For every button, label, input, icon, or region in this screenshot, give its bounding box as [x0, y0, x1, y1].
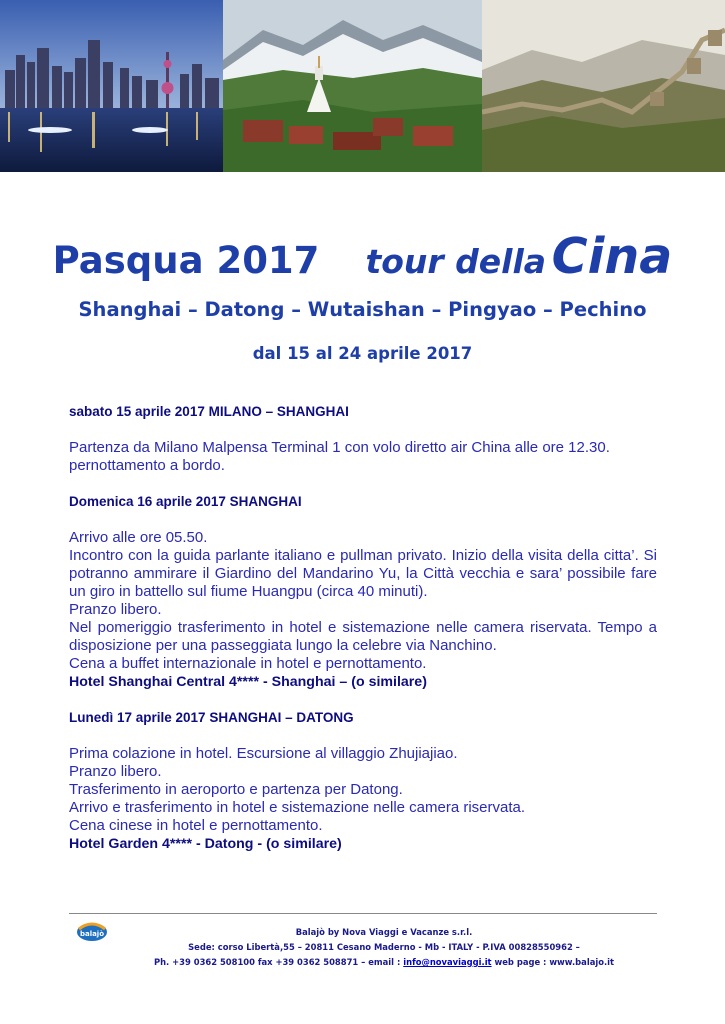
page-title: [0, 228, 725, 285]
footer: [110, 925, 658, 970]
day-1-line: Partenza da Milano Malpensa Terminal 1 con volo diretto air China alle ore 12.30.: [69, 439, 610, 456]
day-1-line: pernottamento a bordo.: [69, 457, 225, 474]
shanghai-skyline-photo: [0, 0, 223, 172]
email-link[interactable]: info@novaviaggi.it: [403, 957, 492, 967]
footer-contacts: [110, 955, 658, 970]
photo-banner: [0, 0, 725, 172]
day-2-hotel: Hotel Shanghai Central 4**** - Shanghai – (o similare): [69, 674, 427, 690]
day-3-line: Trasferimento in aeroporto e partenza per Datong.: [69, 781, 403, 798]
day-3-line: Prima colazione in hotel. Escursione al villaggio Zhujiajiao.: [69, 745, 458, 762]
wutaishan-temple-photo: [223, 0, 482, 172]
day-2-line: Incontro con la guida parlante italiano e pullman privato. Inizio della visita della citta’. Si potranno ammirare il Giardino del Mandarino Yu, la Città vecchia e sara’ possibile fare un giro in battello sul fiume Huangpu (circa 40 minuti).: [69, 547, 657, 600]
route-subtitle: Shanghai – Datong – Wutaishan – Pingyao – Pechino: [78, 298, 647, 321]
day-2-heading: Domenica 16 aprile 2017 SHANGHAI: [69, 494, 302, 509]
day-3-line: Pranzo libero.: [69, 763, 162, 780]
itinerary: [69, 403, 657, 853]
day-3-line: Arrivo e trasferimento in hotel e sistemazione nelle camera riservata.: [69, 799, 526, 816]
day-1-heading: sabato 15 aprile 2017 MILANO – SHANGHAI: [69, 404, 349, 419]
day-3-hotel: Hotel Garden 4**** - Datong - (o similare): [69, 836, 342, 852]
footer-divider: [69, 913, 657, 914]
day-2-line: Cena a buffet internazionale in hotel e pernottamento.: [69, 655, 427, 672]
day-3-heading: Lunedì 17 aprile 2017 SHANGHAI – DATONG: [69, 710, 354, 725]
date-range: dal 15 al 24 aprile 2017: [252, 344, 473, 363]
title-part-1: Pasqua 2017: [52, 239, 320, 282]
day-2-line: Arrivo alle ore 05.50.: [69, 529, 208, 546]
great-wall-photo: [482, 0, 725, 172]
day-2-line: Nel pomeriggio trasferimento in hotel e sistemazione nelle camera riservata. Tempo a disposizione per una passeggiata lungo la celebre via Nanchino.: [69, 619, 657, 654]
footer-web[interactable]: web page : www.balajo.it: [491, 957, 615, 967]
footer-address: Sede: corso Libertà,55 – 20811 Cesano Maderno - Mb - ITALY - P.IVA 00828550962 –: [188, 942, 580, 952]
title-part-3: Cina: [551, 228, 673, 285]
day-2-line: Pranzo libero.: [69, 601, 162, 618]
balajo-logo: [75, 919, 109, 943]
title-part-2: tour della: [365, 242, 547, 281]
day-3-line: Cena cinese in hotel e pernottamento.: [69, 817, 323, 834]
logo-text: balajò: [79, 930, 105, 938]
footer-phone: Ph. +39 0362 508100 fax +39 0362 508871 – email :: [153, 957, 404, 967]
footer-company: Balajò by Nova Viaggi e Vacanze s.r.l.: [295, 927, 473, 937]
